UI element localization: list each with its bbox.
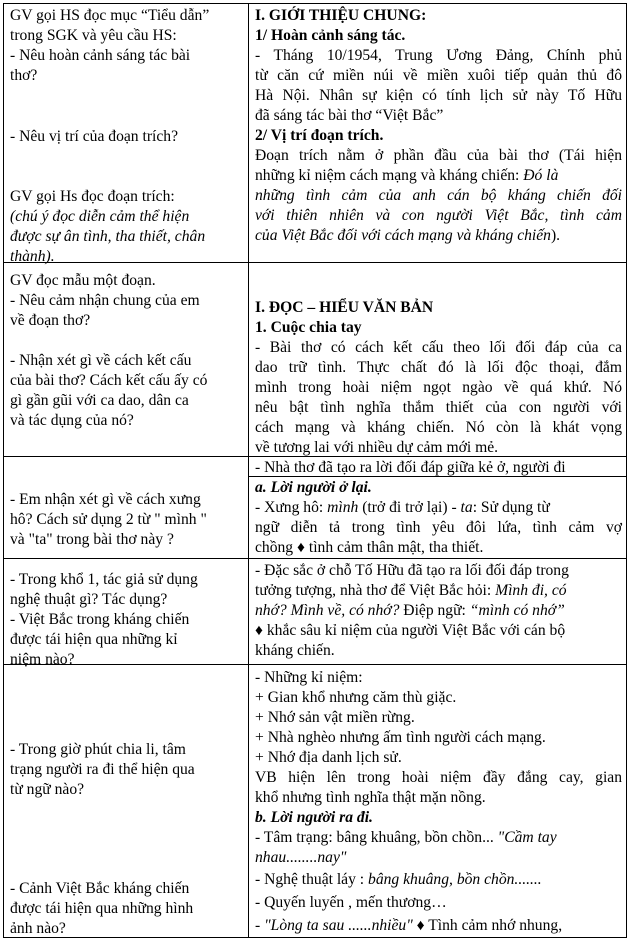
right-line [255,601,565,621]
left-line: - Nêu hoàn cảnh sáng tác bài [10,47,191,64]
left-line: - Cảnh Việt Bắc kháng chiến [10,880,190,897]
right-line [255,870,542,890]
right-line: dao trữ tình. Thực chất đó là lối độc thoại, đắm [255,359,622,376]
left-line: ảnh nào? [10,920,66,937]
right-line [255,226,560,246]
left-line: thành). [10,248,55,265]
right-line [255,581,567,601]
right-line: cách mạng và kháng chiến. Nó còn là khát vọng [255,419,622,436]
subsection-heading: 1. Cuộc chia tay [255,319,362,336]
left-line: được tái hiện qua những kỉ [10,631,178,648]
subsection-heading: a. Lời người ở lại. [255,479,372,496]
right-line: VB hiện lên trong hoài niệm đầy đắng cay, gian [255,769,622,786]
right-line: + Nhà nghèo nhưng ấm tình người cách mạng. [255,729,546,746]
left-line: được sự ân tình, tha thiết, chân [10,228,206,245]
subsection-heading: b. Lời người ra đi. [255,809,373,826]
left-line: niệm nào? [10,651,75,668]
right-span-italic: Đó là [523,167,559,184]
subsection-heading: 1/ Hoàn cảnh sáng tác. [255,27,406,44]
right-line: - Quyến luyến , mến thương… [255,894,447,911]
left-line: - Trong khổ 1, tác giả sử dụng [10,571,198,588]
right-span: ). [550,227,561,244]
right-line: nhau........nay" [255,849,347,866]
right-span-italic: ta [460,499,473,516]
left-line: trạng người ra đi thể hiện qua [10,761,195,778]
right-span: - [255,917,265,934]
row-divider-4 [4,664,627,665]
left-line: được tái hiện qua những hình [10,900,194,917]
right-line: - Đặc sắc ở chỗ Tố Hữu đã tạo ra lối đối đáp trong [255,562,569,579]
right-line: + Nhớ địa danh lịch sử. [255,749,402,766]
right-span-italic: nhớ? Mình về, có nhớ? [255,602,400,619]
left-line: từ ngữ nào? [10,781,85,798]
right-span: ♦ Tình cảm nhớ nhung, [412,917,563,934]
right-span: - Xưng hô: [255,499,328,516]
subsection-heading: 2/ Vị trí đoạn trích. [255,127,384,144]
right-line: + Gian khổ nhưng căm thù giặc. [255,689,457,706]
right-line [255,166,558,186]
right-line: mình trong hoài niệm ngọt ngào về quá khứ. Nó [255,379,622,396]
left-line: thơ? [10,67,38,84]
left-line: của bài thơ? Cách kết cấu ấy có [10,372,208,389]
right-span: : Sử dụng từ [472,499,550,516]
right-line: Đoạn trích nằm ở phần đầu của bài thơ (Tái hiện [255,147,622,164]
left-line: GV gọi Hs đọc đoạn trích: [10,188,175,205]
right-span: những kỉ niệm cách mạng và kháng chiến: [255,167,524,184]
left-line: và "ta" trong bài thơ này ? [10,531,174,548]
left-line: - Nêu cảm nhận chung của em [10,292,200,309]
left-line: gì gần gũi với ca dao, dân ca [10,392,189,409]
right-span: tưởng tượng, nhà thơ để Việt Bắc hỏi: [255,582,496,599]
right-line: khổ nhưng tình nghĩa thật mặn nồng. [255,789,486,806]
left-line: - Việt Bắc trong kháng chiến [10,611,190,628]
right-span-italic: “mình có nhớ” [469,602,565,619]
left-line: - Trong giờ phút chia li, tâm [10,741,186,758]
right-span-italic: "Lòng ta sau ......nhiều" [264,917,413,934]
right-line: - Nhà thơ đã tạo ra lời đối đáp giữa kẻ ở, người đi [255,459,566,476]
left-line: về đoạn thơ? [10,312,91,329]
section-heading: I. GIỚI THIỆU CHUNG: [255,7,427,24]
right-line: ngữ diễn tả trong tình yêu đôi lứa, tình cảm vợ [255,519,622,536]
right-span-italic: của Việt Bắc đối với cách mạng và kháng chiến [255,227,551,244]
right-line: những tình cảm của anh cán bộ kháng chiến đối [255,187,622,204]
right-span: - Tâm trạng: bâng khuâng, bồn chồn... [255,829,498,846]
right-line: kháng chiến. [255,642,335,659]
right-line: nêu bật tình nghĩa thắm thiết của con người với [255,399,622,416]
right-line: đã sáng tác bài thơ “Việt Bắc” [255,107,444,124]
right-line: - Những kỉ niệm: [255,669,363,686]
right-line [255,828,557,848]
left-line: - Nhận xét gì về cách kết cấu [10,352,192,369]
right-line [255,498,550,518]
left-line: trong SGK và yêu cầu HS: [10,27,177,44]
left-line: hô? Cách sử dụng 2 từ " mình " [10,511,207,528]
left-line: và tác dụng của nó? [10,412,134,429]
right-line: Hà Nội. Nhân sự kiện có tính lịch sử này Tố Hữu [255,87,622,104]
right-span-italic: "Cầm tay [497,829,557,846]
right-line: chồng ♦ tình cảm thân mật, tha thiết. [255,539,484,556]
right-line: về tương lai với nhiều dự cảm mới mẻ. [255,439,499,456]
right-span-italic: bâng khuâng, bồn chồn....... [368,871,542,888]
right-span-italic: mình [327,499,359,516]
section-heading: I. ĐỌC – HIỂU VĂN BẢN [255,299,434,316]
column-divider [248,4,249,937]
left-line: GV đọc mẫu một đoạn. [10,272,156,289]
right-line: từ căn cứ miền núi về miền xuôi tiếp quản thủ đô [255,67,622,84]
right-line: - Bài thơ có cách kết cấu theo lối đối đáp của ca [255,339,622,356]
left-line: (chú ý đọc diễn cảm thể hiện [10,208,190,225]
right-line: với thiên nhiên và con người Việt Bắc, tình cảm [255,207,622,224]
left-line: - Em nhận xét gì về cách xưng [10,491,201,508]
right-span: - Nghệ thuật láy : [255,871,369,888]
left-line: GV gọi HS đọc mục “Tiểu dẫn” [10,7,210,24]
right-span-italic: Mình đi, có [495,582,567,599]
right-line: - Tháng 10/1954, Trung Ương Đảng, Chính phủ [255,47,622,64]
row-divider-3 [4,558,627,559]
lesson-table [3,3,627,938]
right-span: Điệp ngữ: [399,602,470,619]
left-line: nghệ thuật gì? Tác dụng? [10,591,168,608]
right-span: (trở đi trở lại) - [358,499,461,516]
right-line: + Nhớ sản vật miền rừng. [255,709,415,726]
left-line: - Nêu vị trí của đoạn trích? [10,128,178,145]
right-line: ♦ khắc sâu kỉ niệm của người Việt Bắc với cán bộ [255,622,566,639]
row-divider-1 [4,262,627,263]
right-line [255,916,562,936]
